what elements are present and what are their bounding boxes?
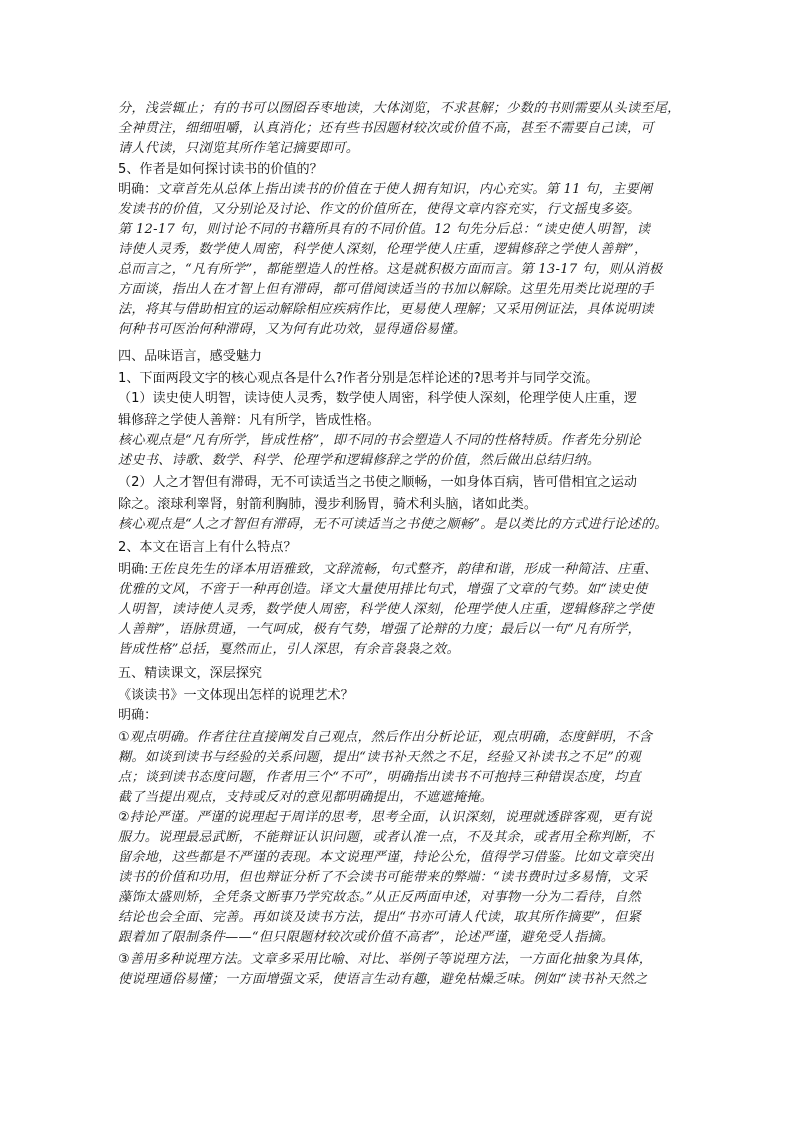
body-line: 皆成性格”总括，戛然而止，引人深思，有余音袅袅之效。 bbox=[118, 642, 460, 657]
body-line: 留余地，这些都是不严谨的表现。本文说理严谨，持论公允，值得学习借鉴。比如文章突出 bbox=[118, 850, 654, 865]
body-line: 诗使人灵秀，数学使人周密，科学使人深刻，伦理学使人庄重，逻辑修辞之学使人善辩”， bbox=[118, 242, 648, 257]
body-line: 点；谈到读书态度问题，作者用三个“不可”，明确指出读书不可抱持三种错误态度，均直 bbox=[118, 770, 641, 785]
body-line: 跟着加了限制条件——“但只限题材较次或价值不高者”，论述严谨，避免受人指摘。 bbox=[118, 930, 615, 945]
body-line: 核心观点是“凡有所学，皆成性格”，即不同的书会塑造人不同的性格特质。作者先分别论 bbox=[118, 433, 641, 448]
item-text: 持论严谨。严谨的说理起于周详的思考，思考全面，认识深刻，说理就透辟客观，更有说 bbox=[129, 810, 653, 825]
body-line: 使说理通俗易懂；一方面增强文采，使语言生动有趣，避免枯燥乏味。例如“读书补天然之 bbox=[118, 972, 648, 987]
body-line: 方面谈，指出人在才智上但有滞碍，都可借阅读适当的书加以解除。这里先用类比说理的手 bbox=[118, 282, 654, 297]
body-line bbox=[118, 180, 678, 199]
body-line: 发读书的价值，又分别论及讨论、作文的价值所在，使得文章内容充实，行文摇曳多姿。 bbox=[118, 202, 641, 217]
heading-line: 四、品味语言，感受魅力 bbox=[118, 349, 263, 364]
body-line: 述史书、诗歌、数学、科学、伦理学和逻辑修辞之学的价值，然后做出总结归纳。 bbox=[118, 453, 601, 468]
body-line: 服力。说理最忌武断，不能辩证认识问题，或者认准一点，不及其余，或者用全称判断，不 bbox=[118, 830, 654, 845]
body-line: 读书的价值和功用，但也辩证分析了不会读书可能带来的弊端：“读书费时过多易惰，文采 bbox=[118, 870, 648, 885]
item-text: 文章首先从总体上指出读书的价值在于使人拥有知识，内心充实。第 11 句，主要阐 bbox=[157, 182, 653, 197]
body-line: 优雅的文风，不啻于一种再创造。译文大量使用排比句式，增强了文章的气势。如“读史使 bbox=[118, 582, 648, 597]
heading-line: （2）人之才智但有滞碍，无不可读适当之书使之顺畅，一如身体百病，皆可借相宜之运动 bbox=[118, 475, 637, 490]
item-text: 善用多种说理方法。文章多采用比喻、对比、举例子等说理方法，一方面化抽象为具体， bbox=[129, 952, 653, 967]
body-line: 结论也会全面、完善。再如谈及读书方法，提出“书亦可请人代读，取其所作摘要”，但紧 bbox=[118, 910, 641, 925]
item-label: ② bbox=[118, 810, 130, 825]
body-line: 人善辩”，语脉贯通，一气呵成，极有气势，增强了论辩的力度；最后以一句“凡有所学， bbox=[118, 622, 641, 637]
body-line: 全神贯注，细细咀嚼，认真消化；还有些书因题材较次或价值不高，甚至不需要自己读，可 bbox=[118, 121, 654, 136]
body-line: 分，浅尝辄止；有的书可以囫囵吞枣地读，大体浏览，不求甚解；少数的书则需要从头读至尾， bbox=[118, 101, 681, 116]
body-line bbox=[118, 808, 678, 827]
body-line: 截了当提出观点，支持或反对的意见都明确提出，不遮遮掩掩。 bbox=[118, 790, 494, 805]
heading-line: 辑修辞之学使人善辩：凡有所学，皆成性格。 bbox=[118, 413, 380, 428]
item-text: 观点明确。作者往往直接阐发自己观点，然后作出分析论证，观点明确，态度鲜明，不含 bbox=[129, 730, 653, 745]
item-label: ③ bbox=[118, 952, 130, 967]
item-label: 明确: bbox=[118, 562, 149, 577]
body-line: 核心观点是“人之才智但有滞碍，无不可读适当之书使之顺畅”。是以类比的方式进行论述的。 bbox=[118, 517, 668, 532]
item-label: 明确： bbox=[118, 182, 158, 197]
heading-line: （1）读史使人明智，读诗使人灵秀，数学使人周密，科学使人深刻，伦理学使人庄重，逻 bbox=[118, 391, 637, 406]
heading-line: 除之。滚球利睾肾，射箭利胸肺，漫步利肠胃，骑术利头脑，诸如此类。 bbox=[118, 497, 537, 512]
heading-line: 五、精读课文，深层探究 bbox=[118, 666, 263, 681]
body-line: 总而言之，“凡有所学”，都能塑造人的性格。这是就积极方面而言。第 13-17 句，则从消极 bbox=[118, 262, 663, 277]
body-line bbox=[118, 728, 678, 747]
heading-line: 2、本文在语言上有什么特点？ bbox=[118, 540, 297, 555]
body-line bbox=[118, 560, 678, 579]
body-line: 法，将其与借助相宜的运动解除相应疾病作比，更易使人理解；又采用例证法，具体说明读 bbox=[118, 302, 654, 317]
item-label: ① bbox=[118, 730, 130, 745]
body-line bbox=[118, 950, 678, 969]
heading-line: 5、作者是如何探讨读书的价值的？ bbox=[118, 162, 323, 177]
heading-line: 明确： bbox=[118, 708, 158, 723]
body-line: 人明智，读诗使人灵秀，数学使人周密，科学使人深刻，伦理学使人庄重，逻辑修辞之学使 bbox=[118, 602, 654, 617]
heading-line: 《谈读书》一文体现出怎样的说理艺术？ bbox=[118, 688, 354, 703]
body-line: 糊。如谈到读书与经验的关系问题，提出“读书补天然之不足，经验又补读书之不足”的观 bbox=[118, 750, 641, 765]
item-text: 王佐良先生的译本用语雅致，文辞流畅，句式整齐，韵律和谐，形成一种简洁、庄重、 bbox=[148, 562, 658, 577]
heading-line: 1、下面两段文字的核心观点各是什么?作者分别是怎样论述的?思考并与同学交流。 bbox=[118, 371, 599, 386]
body-line: 藻饰太盛则矫，全凭条文断事乃学究故态。”从正反两面申述，对事物一分为二看待，自然 bbox=[118, 890, 641, 905]
body-line: 何种书可医治何种滞碍，又为何有此功效，显得通俗易懂。 bbox=[118, 322, 467, 337]
body-line: 第 12-17 句，则讨论不同的书籍所具有的不同价值。12 句先分后总：“读史使人明智，读 bbox=[118, 222, 651, 237]
body-line: 请人代读，只浏览其所作笔记摘要即可。 bbox=[118, 141, 360, 156]
